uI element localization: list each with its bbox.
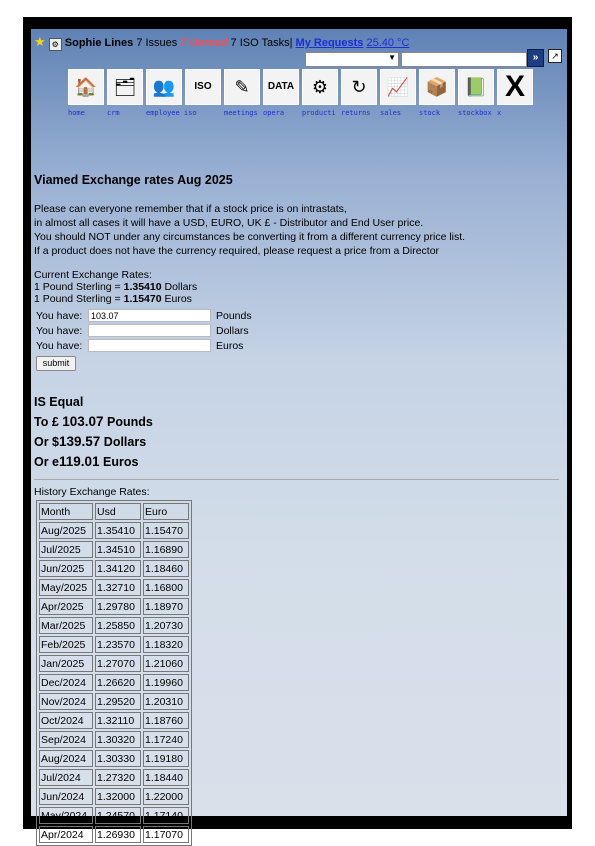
external-window-icon[interactable]: ↗ xyxy=(548,49,562,63)
table-cell: May/2024 xyxy=(39,807,93,824)
table-cell: 1.26930 xyxy=(95,826,141,843)
table-header-row xyxy=(39,503,189,520)
table-row xyxy=(39,636,189,653)
rates-heading: Current Exchange Rates: xyxy=(34,269,152,281)
pounds-row xyxy=(34,309,564,324)
table-cell: Aug/2024 xyxy=(39,750,93,767)
result-dollars xyxy=(34,432,153,452)
crm-icon[interactable]: 🗂 xyxy=(107,69,143,105)
issues-count: 7 xyxy=(136,37,143,49)
table-cell: 1.19180 xyxy=(143,750,189,767)
house-icon[interactable]: 🏠 xyxy=(68,69,104,105)
eur-rate-prefix: 1 Pound Sterling = xyxy=(34,293,124,305)
nav-item-home[interactable] xyxy=(68,69,104,117)
you-have-label: You have: xyxy=(36,310,83,322)
table-cell: 1.22000 xyxy=(143,788,189,805)
pounds-unit: Pounds xyxy=(216,310,252,322)
table-row xyxy=(39,788,189,805)
iso-icon[interactable]: ISO xyxy=(185,69,221,105)
table-cell: 1.23570 xyxy=(95,636,141,653)
table-row xyxy=(39,712,189,729)
search-go-button[interactable]: » xyxy=(527,49,544,67)
nav-item-returns[interactable] xyxy=(341,69,377,117)
table-cell: Jul/2025 xyxy=(39,541,93,558)
nav-item-label[interactable]: returns xyxy=(341,109,371,117)
usd-rate-suffix: Dollars xyxy=(161,281,198,293)
result-dollars-prefix: Or $ xyxy=(34,435,60,449)
notice-line: If a product does not have the currency required, please request a price from a Director xyxy=(34,245,440,257)
table-cell: 1.30330 xyxy=(95,750,141,767)
result-pounds-value: 103.07 xyxy=(62,414,104,429)
result-euros-value: 119.01 xyxy=(59,454,100,469)
close-x-icon[interactable]: X xyxy=(497,69,533,105)
result-pounds xyxy=(34,412,153,432)
table-cell: 1.32710 xyxy=(95,579,141,596)
result-pounds-suffix: Pounds xyxy=(103,415,153,429)
table-cell: 1.32110 xyxy=(95,712,141,729)
current-rates xyxy=(34,269,564,305)
stockbook-icon[interactable]: 📗 xyxy=(458,69,494,105)
result-euros-prefix: Or e xyxy=(34,455,60,469)
table-cell: 1.17240 xyxy=(143,731,189,748)
table-cell: Apr/2024 xyxy=(39,826,93,843)
table-cell: 1.34120 xyxy=(95,560,141,577)
pounds-input[interactable]: 103.07 xyxy=(88,309,211,322)
result-pounds-prefix: To £ xyxy=(34,415,63,429)
search-input[interactable] xyxy=(401,52,527,67)
column-header: Usd xyxy=(95,503,141,520)
table-cell: Feb/2025 xyxy=(39,636,93,653)
table-cell: 1.29520 xyxy=(95,693,141,710)
table-row xyxy=(39,731,189,748)
eur-rate-value: 1.15470 xyxy=(123,293,162,305)
you-have-label: You have: xyxy=(36,325,83,337)
table-cell: 1.35410 xyxy=(95,522,141,539)
meetings-icon[interactable]: ✎ xyxy=(224,69,260,105)
table-cell: Oct/2024 xyxy=(39,712,93,729)
dollars-input[interactable] xyxy=(88,324,211,337)
nav-item-label[interactable]: opera xyxy=(263,109,285,117)
table-row xyxy=(39,560,189,577)
table-cell: May/2025 xyxy=(39,579,93,596)
table-cell: Apr/2025 xyxy=(39,598,93,615)
table-cell: 1.20730 xyxy=(143,617,189,634)
table-cell: Dec/2024 xyxy=(39,674,93,691)
sales-icon[interactable]: 📈 xyxy=(380,69,416,105)
table-cell: 1.16800 xyxy=(143,579,189,596)
table-cell: 1.18760 xyxy=(143,712,189,729)
column-header: Euro xyxy=(143,503,189,520)
eur-rate-line xyxy=(34,293,564,305)
history-label: History Exchange Rates: xyxy=(34,486,150,498)
table-row xyxy=(39,598,189,615)
top-status-bar xyxy=(34,34,409,51)
table-cell: Nov/2024 xyxy=(39,693,93,710)
table-cell: 1.17140 xyxy=(143,807,189,824)
notice-text xyxy=(34,202,564,258)
converter-form xyxy=(34,309,564,373)
chevron-down-icon: ▼ xyxy=(388,53,396,62)
usd-rate-line xyxy=(34,281,564,293)
nav-item-label[interactable]: stockbox xyxy=(458,109,492,117)
euros-unit: Euros xyxy=(216,340,244,352)
notice-line: in almost all cases it will have a USD, EURO, UK £ - Distributor and End User price. xyxy=(34,217,424,229)
nav-item-iso[interactable] xyxy=(185,69,221,105)
table-cell: 1.26620 xyxy=(95,674,141,691)
user-name: Sophie Lines xyxy=(64,37,134,49)
table-cell: 1.15470 xyxy=(143,522,189,539)
nav-item-label[interactable]: employee iso xyxy=(146,109,197,117)
euros-input[interactable] xyxy=(88,339,211,352)
table-cell: 1.18970 xyxy=(143,598,189,615)
result-heading: IS Equal xyxy=(34,395,84,409)
table-cell: 1.25850 xyxy=(95,617,141,634)
submit-button[interactable]: submit xyxy=(36,356,76,371)
table-cell: 1.21060 xyxy=(143,655,189,672)
table-cell: 1.20310 xyxy=(143,693,189,710)
euros-row xyxy=(34,339,564,354)
table-row xyxy=(39,617,189,634)
table-cell: 1.24570 xyxy=(95,807,141,824)
nav-item-x[interactable] xyxy=(497,69,533,117)
iso-tasks-label[interactable]: ISO Tasks xyxy=(239,37,290,49)
usd-rate-prefix: 1 Pound Sterling = xyxy=(34,281,124,293)
table-cell: Mar/2025 xyxy=(39,617,93,634)
conversion-result xyxy=(34,393,153,472)
returns-icon[interactable]: ↻ xyxy=(341,69,377,105)
column-header: Month xyxy=(39,503,93,520)
table-row xyxy=(39,769,189,786)
opera-data-icon[interactable]: DATA xyxy=(263,69,299,105)
iso-count: 7 xyxy=(230,37,237,49)
table-cell: 1.19960 xyxy=(143,674,189,691)
dollars-row xyxy=(34,324,564,339)
table-cell: Aug/2025 xyxy=(39,522,93,539)
table-row xyxy=(39,655,189,672)
issues-label[interactable]: Issues xyxy=(145,37,178,49)
table-cell: 1.17070 xyxy=(143,826,189,843)
usd-rate-value: 1.35410 xyxy=(123,281,162,293)
nav-item-label[interactable]: producti xyxy=(302,109,336,117)
table-row xyxy=(39,541,189,558)
nav-item-label[interactable]: x xyxy=(497,109,502,117)
result-dollars-value: 139.57 xyxy=(59,434,101,449)
notice-line: Please can everyone remember that if a stock price is on intrastats, xyxy=(34,203,347,215)
temperature-link[interactable]: 25.40 °C xyxy=(366,37,410,49)
table-cell: Jul/2024 xyxy=(39,769,93,786)
employees-icon[interactable]: 👥 xyxy=(146,69,182,105)
result-euros xyxy=(34,452,153,472)
search-category-select[interactable] xyxy=(305,52,399,67)
table-cell: 1.16890 xyxy=(143,541,189,558)
divider xyxy=(34,479,559,480)
nav-item-label[interactable]: stock xyxy=(419,109,441,117)
notice-line: You should NOT under any circumstances be converting it from a different currency price list. xyxy=(34,231,466,243)
history-table xyxy=(36,500,192,846)
table-row xyxy=(39,826,189,843)
table-cell: 1.30320 xyxy=(95,731,141,748)
table-row xyxy=(39,579,189,596)
nav-item-crm[interactable] xyxy=(107,69,143,117)
table-cell: Sep/2024 xyxy=(39,731,93,748)
nav-item-employee-iso[interactable] xyxy=(146,69,197,117)
my-requests-link[interactable]: My Requests xyxy=(295,37,364,49)
settings-icon[interactable]: ⚙ xyxy=(49,38,62,51)
result-euros-suffix: Euros xyxy=(99,455,139,469)
table-cell: Jun/2024 xyxy=(39,788,93,805)
table-cell: Jan/2025 xyxy=(39,655,93,672)
table-cell: 1.27320 xyxy=(95,769,141,786)
nav-item-stock[interactable] xyxy=(419,69,455,117)
nav-item-stockbox[interactable] xyxy=(458,69,494,117)
dollars-unit: Dollars xyxy=(216,325,249,337)
table-row xyxy=(39,807,189,824)
stock-box-icon[interactable]: 📦 xyxy=(419,69,455,105)
page-title: Viamed Exchange rates Aug 2025 xyxy=(34,173,233,187)
star-icon[interactable]: ★ xyxy=(34,34,46,49)
you-have-label: You have: xyxy=(36,340,83,352)
nav-item-producti[interactable] xyxy=(302,69,338,117)
table-row xyxy=(39,674,189,691)
table-row xyxy=(39,750,189,767)
nav-item-label[interactable]: crm xyxy=(107,109,120,117)
result-dollars-suffix: Dollars xyxy=(100,435,147,449)
table-cell: 1.18320 xyxy=(143,636,189,653)
eur-rate-suffix: Euros xyxy=(161,293,192,305)
nav-item-meetings[interactable] xyxy=(224,69,260,117)
table-cell: 1.18440 xyxy=(143,769,189,786)
nav-item-label[interactable]: sales xyxy=(380,109,402,117)
production-icon[interactable]: ⚙ xyxy=(302,69,338,105)
nav-item-opera[interactable] xyxy=(263,69,299,117)
separator: | xyxy=(289,37,293,49)
main-panel xyxy=(31,29,567,841)
table-cell: Jun/2025 xyxy=(39,560,93,577)
nav-item-sales[interactable] xyxy=(380,69,416,117)
content-area xyxy=(34,173,564,841)
nav-item-label[interactable]: home xyxy=(68,109,85,117)
table-cell: 1.34510 xyxy=(95,541,141,558)
table-cell: 1.27070 xyxy=(95,655,141,672)
nav-item-label[interactable]: meetings xyxy=(224,109,258,117)
table-cell: 1.18460 xyxy=(143,560,189,577)
table-cell: 1.29780 xyxy=(95,598,141,615)
table-row xyxy=(39,522,189,539)
table-cell: 1.32000 xyxy=(95,788,141,805)
table-row xyxy=(39,693,189,710)
unread-count[interactable]: 7 Unread xyxy=(180,37,228,49)
